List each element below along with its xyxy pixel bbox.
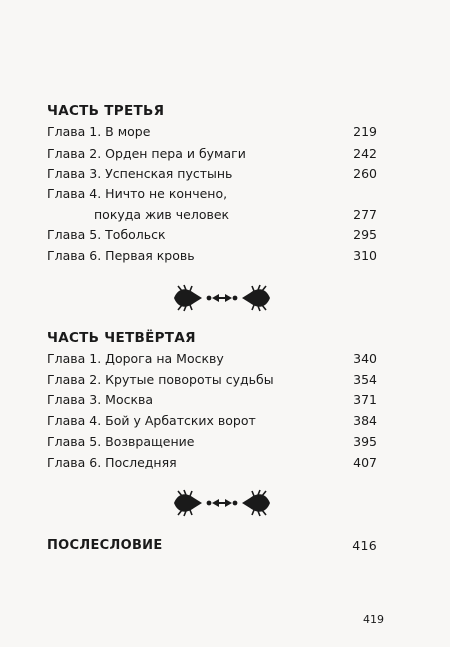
toc-entry [47,146,377,162]
chapter-title: Глава 4. Бой у Арбатских ворот [47,413,256,428]
page-number: 310 [353,248,377,263]
page-number: 407 [353,455,377,470]
chapter-title: Глава 3. Москва [47,392,154,407]
toc-entry [47,392,377,408]
chapter-title: Глава 3. Успенская пустынь [47,166,233,181]
chapter-title: Глава 4. Ничто не кончено, [47,186,228,201]
page-number: 340 [353,351,377,366]
chapter-title: Глава 2. Крутые повороты судьбы [47,372,274,387]
chapter-title: Глава 6. Первая кровь [47,248,195,263]
page-number: 242 [353,146,377,161]
page-number: 384 [353,413,377,428]
toc-entry [47,248,377,264]
toc-entry [47,186,377,202]
toc-entry [47,455,377,471]
part-three-title: ЧАСТЬ ТРЕТЬЯ [47,103,165,119]
toc-entry [47,124,377,140]
page-number: 371 [353,392,377,407]
toc-entry [47,413,377,429]
thistle-ornament-icon [172,488,272,518]
thistle-ornament-icon [172,283,272,313]
chapter-title-continued: покуда жив человек [94,207,230,222]
page-number: 354 [353,372,377,387]
chapter-title: Глава 1. В море [47,124,151,139]
page-number: 395 [353,434,377,449]
toc-entry [47,166,377,182]
toc-entry [47,227,377,243]
chapter-title: Глава 2. Орден пера и бумаги [47,146,246,161]
toc-entry [47,434,377,450]
chapter-title: Глава 6. Последняя [47,455,177,470]
toc-entry [47,351,377,367]
page-number: 219 [353,124,377,139]
page-number: 416 [352,538,377,553]
page-number: 260 [353,166,377,181]
page-number: 277 [353,207,377,222]
toc-entry [47,372,377,388]
afterword-entry [47,538,377,553]
part-four-title: ЧАСТЬ ЧЕТВЁРТАЯ [47,330,196,346]
page-number: 295 [353,227,377,242]
chapter-title: Глава 5. Возвращение [47,434,195,449]
folio-page-number: 419 [363,613,384,626]
chapter-title: Глава 5. Тобольск [47,227,166,242]
afterword-title: ПОСЛЕСЛОВИЕ [47,538,163,553]
chapter-title: Глава 1. Дорога на Москву [47,351,224,366]
